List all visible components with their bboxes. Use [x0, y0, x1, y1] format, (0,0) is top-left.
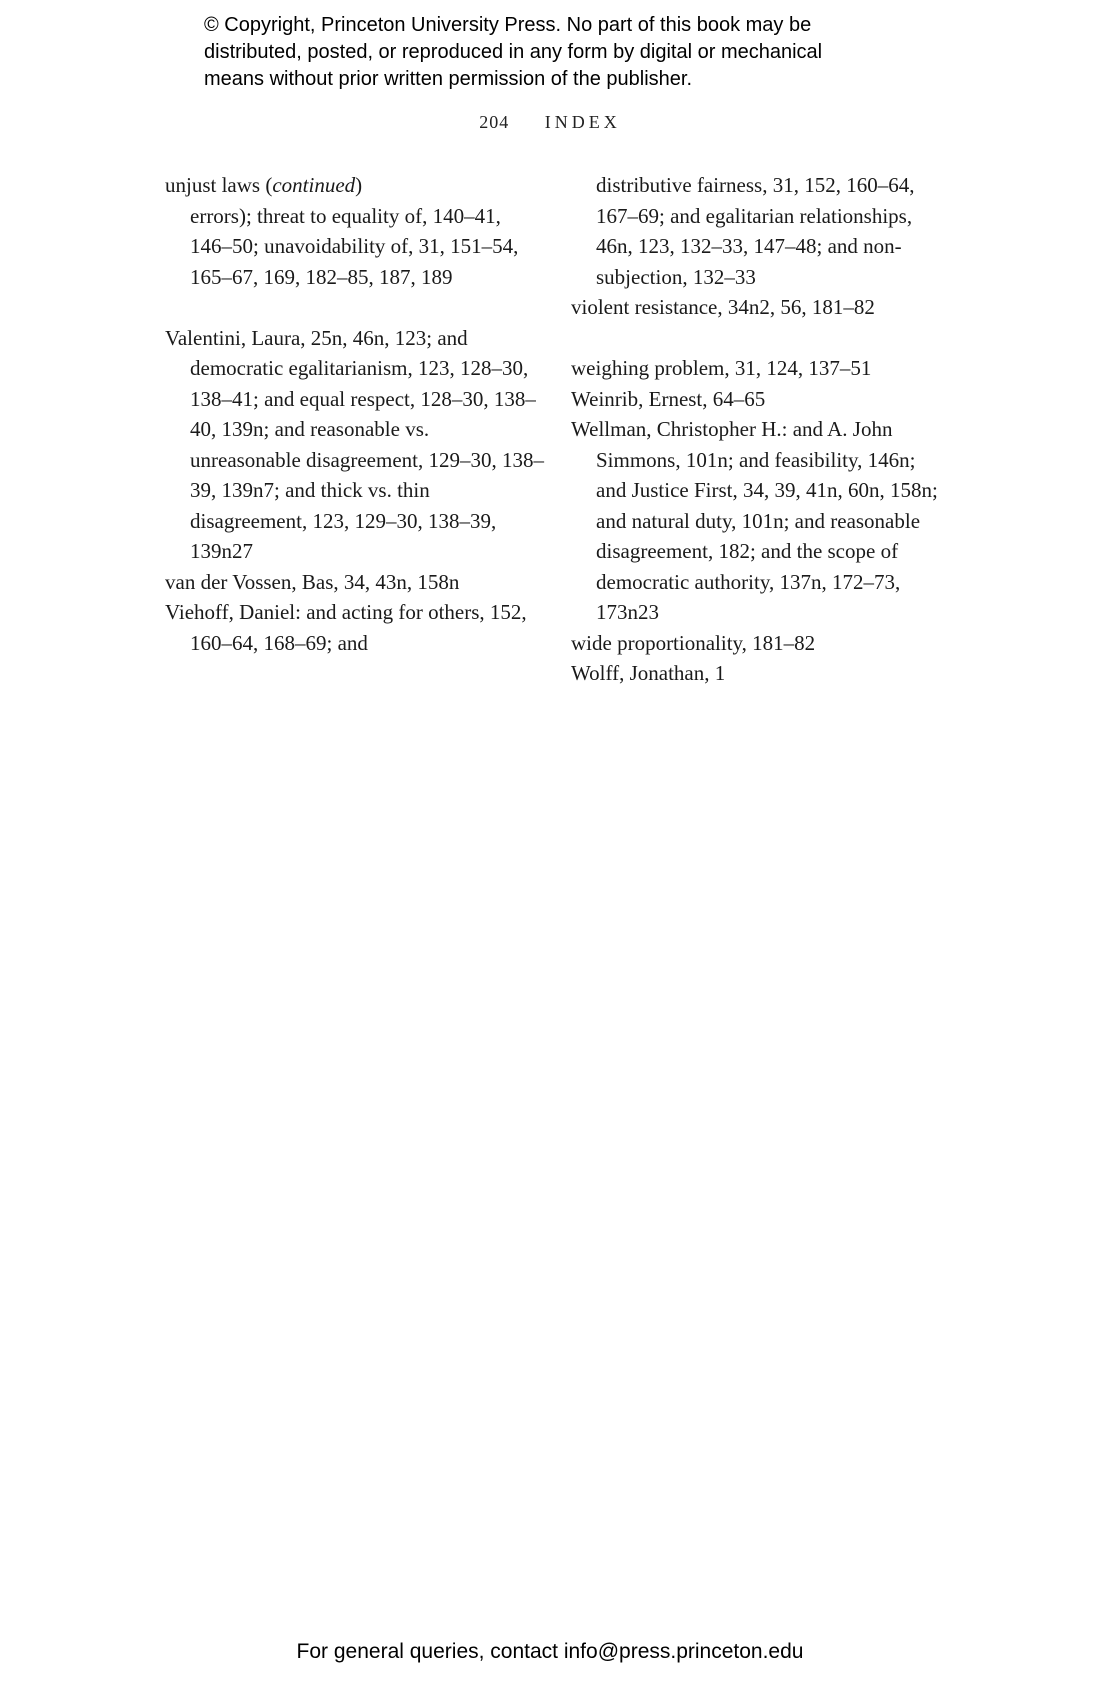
copyright-line: distributed, posted, or reproduced in any form by digital or mechanical [204, 41, 823, 63]
index-entry-continuation: errors); threat to equality of, 140–41, 146–50; unavoidability of, 31, 151–54, 165–67, 169, 182–85, 187, 189 [190, 203, 519, 289]
continued-label: continued [272, 173, 356, 197]
index-entry-wolff: Wolff, Jonathan, 1 [571, 661, 726, 685]
section-title: INDEX [544, 112, 621, 132]
index-entry-van-der-vossen: van der Vossen, Bas, 34, 43n, 158n [165, 569, 460, 594]
index-entry-valentini: Valentini, Laura, 25n, 46n, 123; and democratic egalitarianism, 123, 128–30, 138–41; and equal respect, 128–30, 138–40, 139n; and reasonable vs. unreasonable disagreement, 129–30, 138–39, 139n7; and thick vs. thin disagreement, 123, 129–30, 138–39, 139n27 [165, 325, 544, 563]
entry-heading-close: ) [355, 173, 363, 197]
letter-group-gap [165, 292, 545, 323]
copyright-notice [204, 12, 924, 93]
copyright-line: means without prior written permission of the publisher. [204, 68, 693, 90]
index-entry-viehoff: Viehoff, Daniel: and acting for others, 152, 160–64, 168–69; and [165, 600, 527, 655]
index-column-left [165, 170, 545, 658]
entry-heading: unjust laws ( [165, 173, 273, 197]
index-entry-weighing-problem: weighing problem, 31, 124, 137–51 [571, 356, 872, 380]
page-number: 204 [479, 112, 510, 132]
running-head [0, 112, 1100, 133]
index-column-right [571, 170, 951, 689]
index-entry-wide-proportionality: wide proportionality, 181–82 [571, 630, 816, 655]
index-entry-wellman: Wellman, Christopher H.: and A. John Simmons, 101n; and feasibility, 146n; and Justice First, 34, 39, 41n, 60n, 158n; and natural duty, 101n; and reasonable disagreement, 182; and the scope of democratic authority, 137n, 172–73, 173n23 [571, 417, 938, 624]
index-entry-viehoff-continued: distributive fairness, 31, 152, 160–64, 167–69; and egalitarian relationships, 46n, 123, 132–33, 147–48; and non-subjection, 132–33 [596, 173, 915, 289]
copyright-line: © Copyright, Princeton University Press. No part of this book may be [204, 14, 812, 36]
letter-group-gap [571, 323, 951, 354]
index-entry-weinrib: Weinrib, Ernest, 64–65 [571, 386, 766, 411]
index-entry-violent-resistance: violent resistance, 34n2, 56, 181–82 [571, 295, 875, 319]
index-entry-unjust-laws-continued [165, 170, 545, 201]
footer-contact: For general queries, contact info@press.princeton.edu [296, 1640, 804, 1663]
